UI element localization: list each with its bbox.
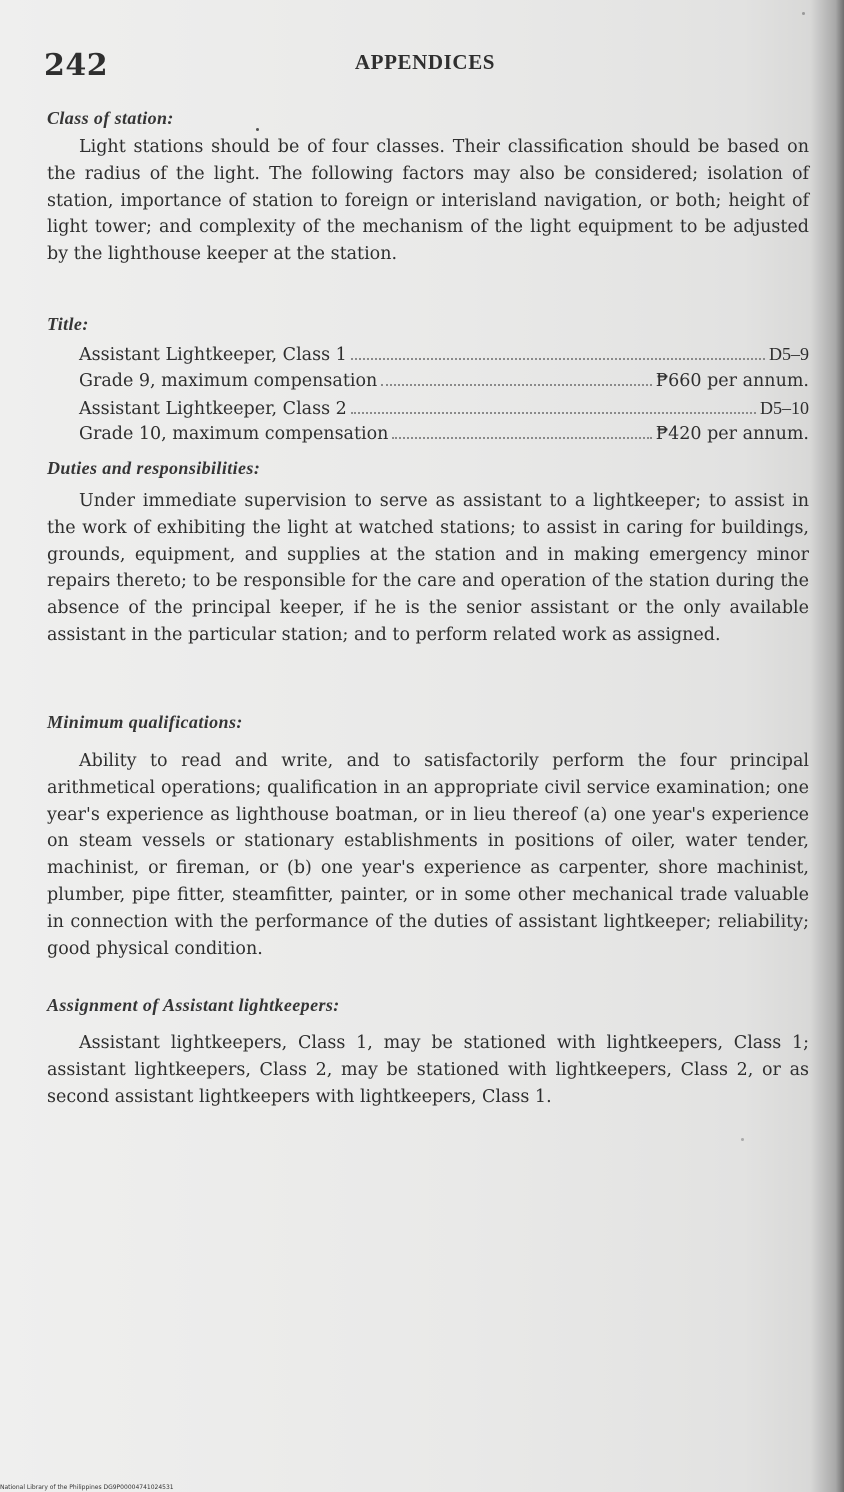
- dot-leader: [351, 358, 765, 360]
- title-list: [79, 341, 809, 448]
- paragraph-class-of-station: Light stations should be of four classes. Their classification should be based on the radius of the light. The following factors may also be considered; isolation of station, importance of station to foreign or interisland navigation, or both; height of light tower; and complexity of the mechanism of the light equipment to be adjusted by the lighthouse keeper at the station.: [47, 137, 809, 265]
- scan-speck: [741, 1138, 744, 1141]
- title-row: [79, 341, 809, 368]
- section-heading-qualifications: Minimum qualifications:: [47, 712, 243, 732]
- dot-leader: [351, 412, 756, 414]
- dot-leader: [392, 437, 651, 439]
- title-row-label: Assistant Lightkeeper, Class 2: [79, 398, 347, 419]
- title-row: [79, 368, 809, 395]
- running-head: APPENDICES: [354, 50, 496, 74]
- section-heading-title: Title:: [47, 314, 89, 334]
- paragraph-assignment: Assistant lightkeepers, Class 1, may be stationed with lightkeepers, Class 1; assistant lightkeepers, Class 2, may be stationed with lightkeepers, Class 2, or as second assistant lightkeepers with lightkeepers, Class 1.: [47, 1033, 809, 1107]
- paragraph-qualifications: Ability to read and write, and to satisfactorily perform the four principal arithmetical operations; qualification in an appropriate civil service examination; one year's experience as lighthouse boatman, or in lieu thereof (a) one year's experience on steam vessels or stationary establishments in positions of oiler, water tender, machinist, or fireman, or (b) one year's experience as carpenter, shore machinist, plumber, pipe fitter, steamfitter, painter, or in some other mechanical trade valuable in connection with the performance of the duties of assistant lightkeeper; reliability; good physical condition.: [47, 751, 809, 959]
- title-row: [79, 395, 809, 422]
- title-row-value: ₱420 per annum.: [655, 424, 809, 445]
- scan-speck: [802, 12, 805, 15]
- title-row-value: ₱660 per annum.: [655, 370, 809, 391]
- title-row-label: Assistant Lightkeeper, Class 1: [79, 345, 347, 365]
- scan-speck: [256, 128, 259, 131]
- page-number: 242: [44, 48, 109, 83]
- dot-leader: [381, 384, 651, 386]
- paragraph-duties: Under immediate supervision to serve as assistant to a lightkeeper; to assist in the work of exhibiting the light at watched stations; to assist in caring for buildings, grounds, equipment, and supplies at the station and in making emergency minor repairs thereto; to be responsible for the care and operation of the station during the absence of the principal keeper, if he is the senior assistant or the only available assistant in the particular station; and to perform related work as assigned.: [47, 491, 809, 645]
- title-row-label: Grade 9, maximum compensation: [79, 370, 378, 391]
- footer-stamp: National Library of the Philippines DG9P00004741024531: [0, 1484, 174, 1491]
- title-row-label: Grade 10, maximum compensation: [79, 424, 389, 445]
- title-row-value: D5–10: [760, 397, 809, 418]
- title-row-value: D5–9: [769, 344, 809, 364]
- section-heading-duties: Duties and responsibilities:: [47, 458, 261, 478]
- title-row: [79, 421, 809, 448]
- section-heading-assignment: Assignment of Assistant lightkeepers:: [47, 995, 340, 1015]
- section-heading-class-of-station: Class of station:: [47, 108, 174, 128]
